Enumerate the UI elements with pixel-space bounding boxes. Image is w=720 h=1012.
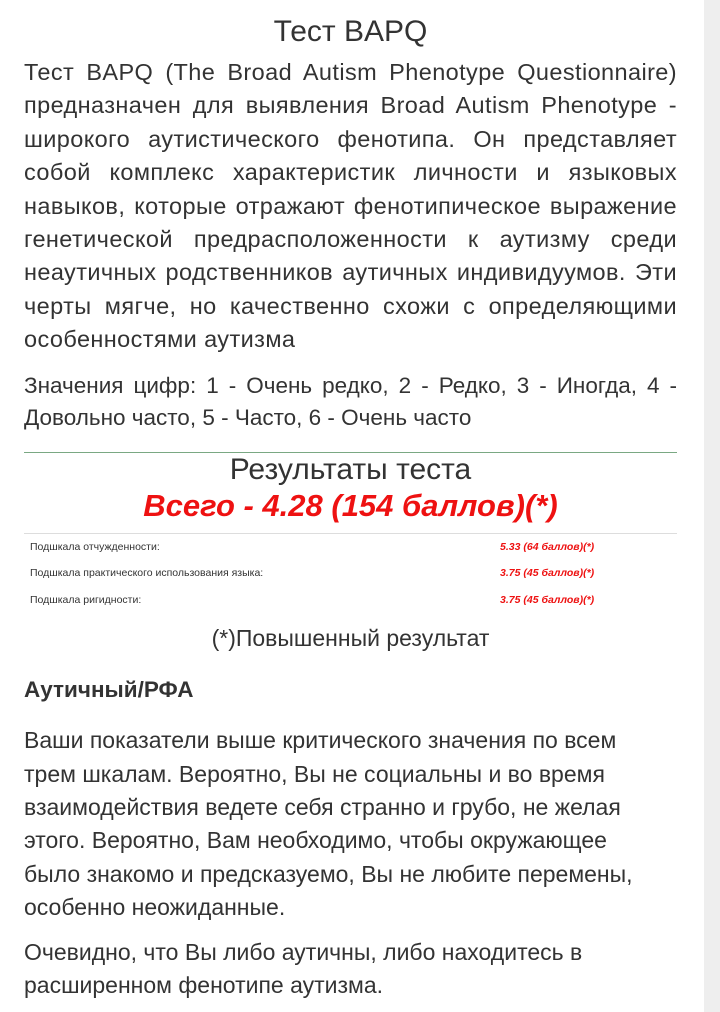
subscale-row-pragmatic-language	[24, 560, 677, 587]
total-score: Всего - 4.28 (154 баллов)(*)	[143, 487, 558, 523]
subscale-row-rigidity	[24, 587, 677, 614]
subscale-value: 3.75 (45 баллов)(*)	[500, 593, 595, 606]
elevated-note: (*)Повышенный результат	[211, 625, 490, 652]
intro-paragraph: Тест BAPQ (The Broad Autism Phenotype Questionnaire) предназначен для выявления Broad Autism Phenotype - широкого аутистического фенотипа. Он представляет собой комплекс характеристик личности и языковых навыков, которые отражают фенотипическое выражение генетической предрасположенности к аутизму среди неаутичных родственников аутичных индивидуумов. Эти черты мягче, но качественно схожи с определяющими особенностями аутизма	[24, 59, 677, 353]
subscale-label: Подшкала ригидности:	[30, 593, 142, 606]
subscale-row-detachment	[24, 534, 677, 561]
subscale-table	[24, 533, 677, 614]
page-title: Тест BAPQ	[273, 15, 428, 48]
scale-legend: Значения цифр: 1 - Очень редко, 2 - Редко, 3 - Иногда, 4 - Довольно часто, 5 - Часто, 6 - Очень часто	[24, 372, 677, 431]
subscale-value: 5.33 (64 баллов)(*)	[500, 540, 595, 553]
subscale-label: Подшкала отчужденности:	[30, 540, 160, 553]
subscale-label: Подшкала практического использования языка:	[30, 567, 264, 580]
scrollbar-track[interactable]	[704, 0, 720, 1012]
results-title: Результаты теста	[229, 452, 472, 486]
subscale-value: 3.75 (45 баллов)(*)	[500, 567, 595, 580]
verdict-heading: Аутичный/РФА	[24, 677, 194, 703]
verdict-paragraph-2: Очевидно, что Вы либо аутичны, либо находитесь в расширенном фенотипе аутизма.	[24, 938, 583, 998]
verdict-paragraph-1: Ваши показатели выше критического значения по всем трем шкалам. Вероятно, Вы не социальны и во время взаимодействия ведете себя странно и грубо, не желая этого. Вероятно, Вам необходимо, чтобы окружающее было знакомо и предсказуемо, Вы не любите перемены, особенно неожиданные.	[24, 727, 633, 921]
page-content	[24, 0, 677, 1002]
